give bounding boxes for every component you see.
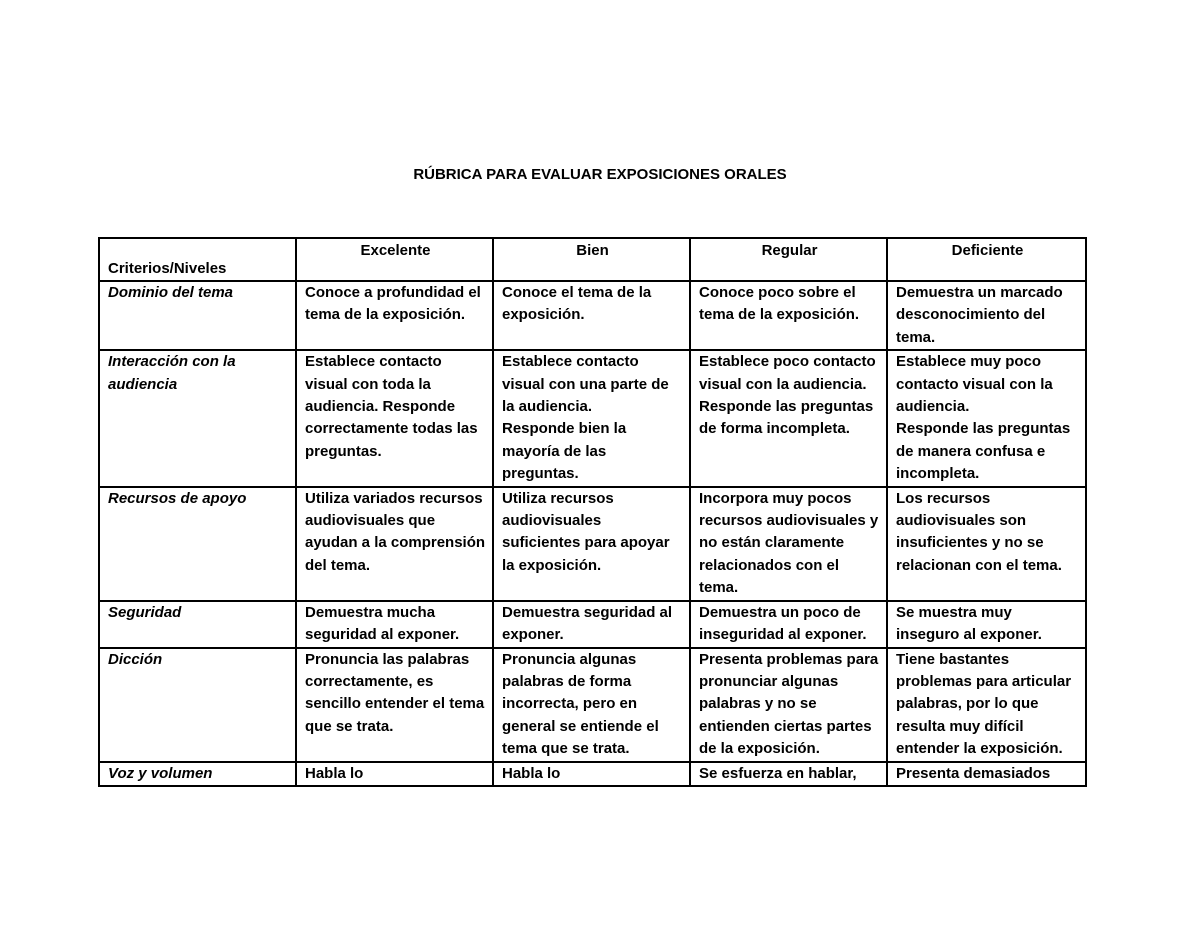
table-header-row xyxy=(99,238,1086,281)
rubric-cell: Presenta demasiados xyxy=(887,762,1086,786)
rubric-cell: Los recursos audiovisuales son insuficientes y no se relacionan con el tema. xyxy=(887,487,1086,601)
rubric-cell: Se esfuerza en hablar, xyxy=(690,762,887,786)
criterion-cell: Seguridad xyxy=(99,601,296,648)
page-title: RÚBRICA PARA EVALUAR EXPOSICIONES ORALES xyxy=(413,166,787,183)
level-header-excelente: Excelente xyxy=(296,238,493,281)
rubric-cell: Incorpora muy pocos recursos audiovisuales y no están claramente relacionados con el tema. xyxy=(690,487,887,601)
rubric-cell: Utiliza recursos audiovisuales suficientes para apoyar la exposición. xyxy=(493,487,690,601)
criterion-cell: Dominio del tema xyxy=(99,281,296,350)
criterion-cell: Dicción xyxy=(99,648,296,762)
rubric-cell: Establece contacto visual con una parte de la audiencia. Responde bien la mayoría de las preguntas. xyxy=(493,350,690,486)
rubric-cell: Conoce el tema de la exposición. xyxy=(493,281,690,350)
rubric-cell: Conoce a profundidad el tema de la exposición. xyxy=(296,281,493,350)
rubric-cell: Tiene bastantes problemas para articular palabras, por lo que resulta muy difícil entender la exposición. xyxy=(887,648,1086,762)
rubric-cell: Pronuncia las palabras correctamente, es sencillo entender el tema que se trata. xyxy=(296,648,493,762)
rubric-cell: Habla lo xyxy=(296,762,493,786)
rubric-cell: Establece contacto visual con toda la audiencia. Responde correctamente todas las preguntas. xyxy=(296,350,493,486)
level-header-bien: Bien xyxy=(493,238,690,281)
rubric-cell: Demuestra un poco de inseguridad al exponer. xyxy=(690,601,887,648)
level-header-regular: Regular xyxy=(690,238,887,281)
rubric-cell: Demuestra un marcado desconocimiento del tema. xyxy=(887,281,1086,350)
rubric-cell: Presenta problemas para pronunciar algunas palabras y no se entienden ciertas partes de la exposición. xyxy=(690,648,887,762)
rubric-table xyxy=(98,237,1087,787)
rubric-cell: Se muestra muy inseguro al exponer. xyxy=(887,601,1086,648)
rubric-cell: Utiliza variados recursos audiovisuales que ayudan a la comprensión del tema. xyxy=(296,487,493,601)
rubric-cell: Establece muy poco contacto visual con la audiencia. Responde las preguntas de manera confusa e incompleta. xyxy=(887,350,1086,486)
rubric-cell: Demuestra seguridad al exponer. xyxy=(493,601,690,648)
table-row xyxy=(99,648,1086,762)
rubric-cell: Demuestra mucha seguridad al exponer. xyxy=(296,601,493,648)
table-row xyxy=(99,487,1086,601)
corner-header: Criterios/Niveles xyxy=(99,238,296,281)
criterion-cell: Voz y volumen xyxy=(99,762,296,786)
rubric-cell: Pronuncia algunas palabras de forma incorrecta, pero en general se entiende el tema que se trata. xyxy=(493,648,690,762)
table-row xyxy=(99,281,1086,350)
table-row xyxy=(99,350,1086,486)
table-row xyxy=(99,762,1086,786)
table-row xyxy=(99,601,1086,648)
criterion-cell: Interacción con la audiencia xyxy=(99,350,296,486)
rubric-cell: Habla lo xyxy=(493,762,690,786)
criterion-cell: Recursos de apoyo xyxy=(99,487,296,601)
rubric-cell: Conoce poco sobre el tema de la exposición. xyxy=(690,281,887,350)
rubric-cell: Establece poco contacto visual con la audiencia. Responde las preguntas de forma incompleta. xyxy=(690,350,887,486)
level-header-deficiente: Deficiente xyxy=(887,238,1086,281)
